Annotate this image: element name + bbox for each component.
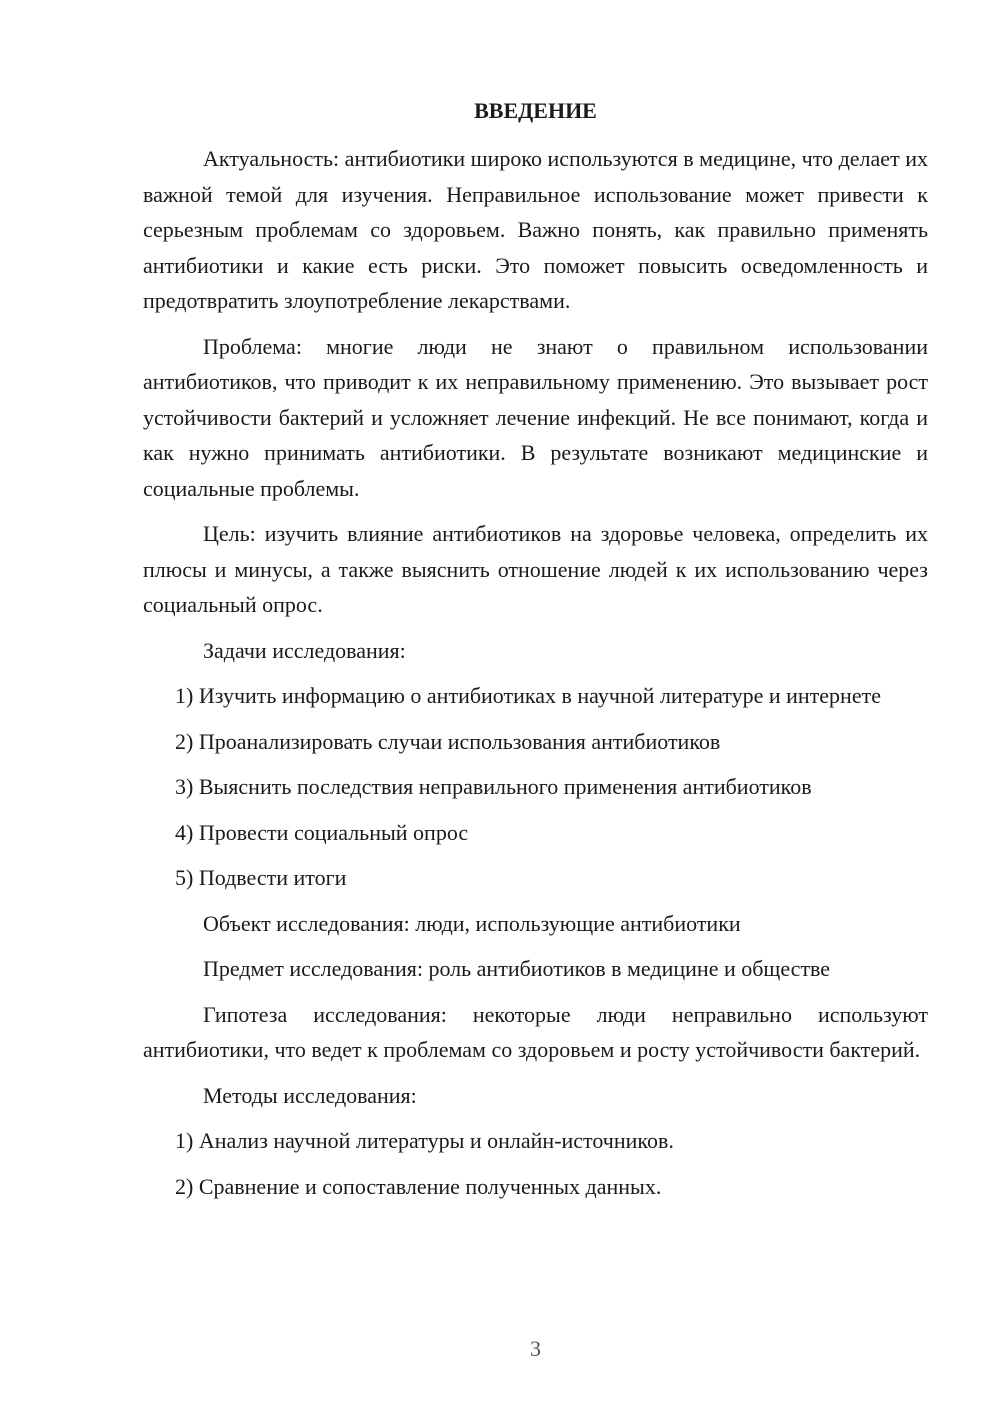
research-subject: Предмет исследования: роль антибиотиков в медицине и обществе bbox=[203, 956, 831, 981]
task-item: 2) Проанализировать случаи использования антибиотиков bbox=[175, 728, 721, 754]
task-item: 4) Провести социальный опрос bbox=[175, 819, 469, 845]
page-number: 3 bbox=[530, 1336, 541, 1361]
problem-paragraph: Проблема: многие люди не знают о правильном использовании антибиотиков, что приводит к их неправильному применению. Это вызывает рост устойчивости бактерий и усложняет лечение инфекций. Не все понимают, когда и как нужно принимать антибиотики. В результате возникают медицинские и социальные проблемы. bbox=[143, 333, 928, 501]
method-item: 2) Сравнение и сопоставление полученных данных. bbox=[175, 1173, 662, 1199]
task-item: 1) Изучить информацию о антибиотиках в научной литературе и интернете bbox=[175, 683, 881, 708]
research-object: Объект исследования: люди, использующие антибиотики bbox=[203, 910, 741, 936]
page-title: ВВЕДЕНИЕ bbox=[474, 98, 597, 123]
relevance-paragraph: Актуальность: антибиотики широко используются в медицине, что делает их важной темой для изучения. Неправильное использование может привести к серьезным проблемам со здоровьем. Важно понять, как правильно применять антибиотики и какие есть риски. Это поможет повысить осведомленность и предотвратить злоупотребление лекарствами. bbox=[143, 146, 928, 313]
task-item: 5) Подвести итоги bbox=[175, 865, 347, 890]
goal-paragraph: Цель: изучить влияние антибиотиков на здоровье человека, определить их плюсы и минусы, а также выяснить отношение людей к их использованию через социальный опрос. bbox=[143, 521, 928, 617]
document-page bbox=[143, 0, 928, 1414]
tasks-heading: Задачи исследования: bbox=[203, 637, 406, 663]
method-item: 1) Анализ научной литературы и онлайн-источников. bbox=[175, 1128, 674, 1153]
task-item: 3) Выяснить последствия неправильного применения антибиотиков bbox=[175, 774, 812, 799]
document-body bbox=[143, 141, 928, 1214]
methods-heading: Методы исследования: bbox=[203, 1082, 417, 1108]
research-hypothesis: Гипотеза исследования: некоторые люди неправильно используют антибиотики, что ведет к проблемам со здоровьем и росту устойчивости бактерий. bbox=[143, 1001, 928, 1062]
